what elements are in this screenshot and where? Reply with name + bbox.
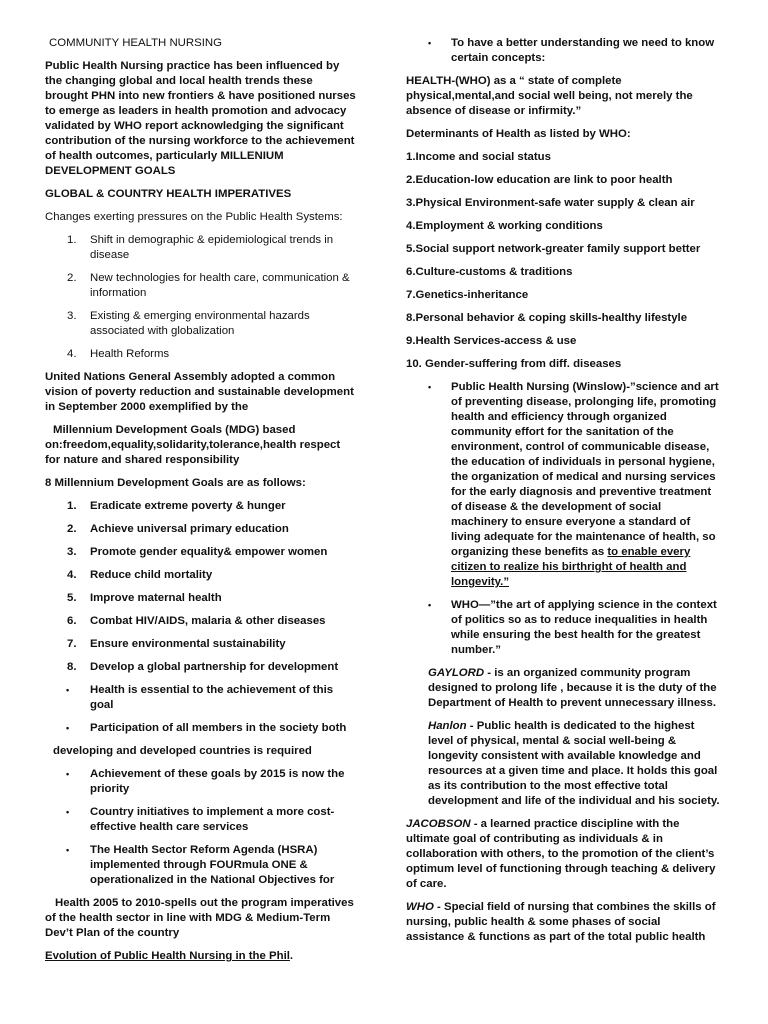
who-name: WHO bbox=[406, 901, 434, 913]
bullet-list-a bbox=[45, 683, 357, 736]
list-item: 10. Gender-suffering from diff. diseases bbox=[406, 358, 622, 370]
un-paragraph: United Nations General Assembly adopted a common vision of poverty reduction and sustainable development in September 2000 exemplified by the bbox=[45, 371, 354, 413]
left-column bbox=[45, 36, 357, 972]
list-item: 2.Education-low education are link to poor health bbox=[406, 174, 673, 186]
jacobson-definition: JACOBSON - a learned practice discipline with the ultimate goal of contributing as individuals & in collaboration with others, to the promotion of the client’s optimum level of functioning through teaching & delivery of care. bbox=[406, 818, 716, 890]
list-item: 6.Culture-customs & traditions bbox=[406, 266, 573, 278]
who-definition-bullet: • WHO—”the art of applying science in the context of politics so as to reduce inequalities in health while ensuring the best health for the greatest number.” bbox=[428, 599, 717, 656]
list-item: • The Health Sector Reform Agenda (HSRA) implemented through FOURmula ONE & operationalized in the National Objectives for bbox=[66, 844, 335, 886]
section-heading-imperatives: GLOBAL & COUNTRY HEALTH IMPERATIVES bbox=[45, 188, 292, 200]
list-item: 3.Physical Environment-safe water supply & clean air bbox=[406, 197, 695, 209]
list-item: 1.Income and social status bbox=[406, 151, 551, 163]
evolution-heading: Evolution of Public Health Nursing in the Phil. bbox=[45, 950, 294, 962]
winslow-underlined-text: to enable every citizen to realize his birthright of health and longevity.” bbox=[451, 546, 691, 588]
bullet-list-b bbox=[45, 767, 357, 888]
changes-list bbox=[45, 233, 357, 362]
list-item: • Participation of all members in the society both bbox=[66, 722, 347, 734]
list-item: • Achievement of these goals by 2015 is now the priority bbox=[66, 768, 345, 795]
jacobson-name: JACOBSON bbox=[406, 818, 471, 830]
list-item: 7.Genetics-inheritance bbox=[406, 289, 529, 301]
goals-list bbox=[45, 499, 357, 675]
list-item: 4.Employment & working conditions bbox=[406, 220, 603, 232]
intro-paragraph: Public Health Nursing practice has been influenced by the changing global and local health trends these brought PHN into new frontiers & have positioned nurses to emerge as leaders in health promotion and advocacy validated by WHO report acknowledging the significant contribution of the nursing workforce to the achievement of health outcomes, particularly MILLENIUM DEVELOPMENT GOALS bbox=[45, 60, 356, 177]
hanlon-definition: Hanlon - Public health is dedicated to the highest level of physical, mental & social well-being & longevity consistent with available knowledge and resources at a given time and place. It holds this goal as its contribution to the most effective total development and life of the individual and his society. bbox=[428, 720, 720, 807]
health-2005-paragraph: Health 2005 to 2010-spells out the program imperatives of the health sector in line with MDG & Medium-Term Dev’t Plan of the country bbox=[45, 897, 354, 939]
list-item: 4. Health Reforms bbox=[67, 348, 170, 360]
developing-line: developing and developed countries is required bbox=[53, 745, 312, 757]
list-item: 7. Ensure environmental sustainability bbox=[67, 638, 286, 650]
mdg-paragraph: Millennium Development Goals (MDG) based on:freedom,equality,solidarity,tolerance,health respect for nature and shared responsibility bbox=[45, 424, 341, 466]
determinants-list bbox=[406, 150, 720, 372]
goals-heading: 8 Millennium Development Goals are as follows: bbox=[45, 477, 306, 489]
list-item: 2. Achieve universal primary education bbox=[67, 523, 289, 535]
list-item: 8. Develop a global partnership for development bbox=[67, 661, 339, 673]
gaylord-definition: GAYLORD - is an organized community program designed to prolong life , because it is the duty of the Department of Health to prevent unnecessary illness. bbox=[428, 667, 717, 709]
list-item: 1. Eradicate extreme poverty & hunger bbox=[67, 500, 286, 512]
list-item: • Country initiatives to implement a more cost-effective health care services bbox=[66, 806, 335, 833]
winslow-definition: • Public Health Nursing (Winslow)-”science and art of preventing disease, prolonging life, promoting health and efficiency through organized community effort for the sanitation of the environment, control of communicable disease, the education of individuals in personal hygiene, the organization of medical and nursing services for the early diagnosis and preventive treatment of disease & the development of social machinery to ensure everyone a standard of living adequate for the maintenance of health, so organizing these benefits as to enable every citizen to realize his birthright of health and longevity.” bbox=[428, 381, 719, 588]
list-item: • To have a better understanding we need to know certain concepts: bbox=[428, 37, 715, 64]
hanlon-name: Hanlon bbox=[428, 720, 467, 732]
list-item: 4. Reduce child mortality bbox=[67, 569, 213, 581]
list-item: 3. Promote gender equality& empower women bbox=[67, 546, 328, 558]
top-bullet-list bbox=[406, 36, 720, 66]
health-definition: HEALTH-(WHO) as a “ state of complete physical,mental,and social well being, not merely the absence of disease or infirmity.” bbox=[406, 75, 693, 117]
document-title: COMMUNITY HEALTH NURSING bbox=[49, 37, 222, 49]
evolution-link-text: Evolution of Public Health Nursing in the Phil bbox=[45, 950, 290, 962]
list-item: 5. Improve maternal health bbox=[67, 592, 222, 604]
right-column bbox=[406, 36, 720, 953]
changes-intro: Changes exerting pressures on the Public Health Systems: bbox=[45, 211, 343, 223]
list-item: 1. Shift in demographic & epidemiological trends in disease bbox=[67, 234, 334, 261]
list-item: 2. New technologies for health care, communication & information bbox=[67, 272, 350, 299]
list-item: 3. Existing & emerging environmental hazards associated with globalization bbox=[67, 310, 310, 337]
who-definition: WHO - Special field of nursing that combines the skills of nursing, public health & some phases of social assistance & functions as part of the total public health bbox=[406, 901, 716, 943]
list-item: 9.Health Services-access & use bbox=[406, 335, 577, 347]
list-item: • Health is essential to the achievement of this goal bbox=[66, 684, 334, 711]
list-item: 8.Personal behavior & coping skills-healthy lifestyle bbox=[406, 312, 688, 324]
list-item: 6. Combat HIV/AIDS, malaria & other diseases bbox=[67, 615, 326, 627]
definitions-bullets bbox=[406, 380, 720, 658]
list-item: 5.Social support network-greater family support better bbox=[406, 243, 701, 255]
gaylord-name: GAYLORD bbox=[428, 667, 485, 679]
determinants-heading: Determinants of Health as listed by WHO: bbox=[406, 128, 631, 140]
